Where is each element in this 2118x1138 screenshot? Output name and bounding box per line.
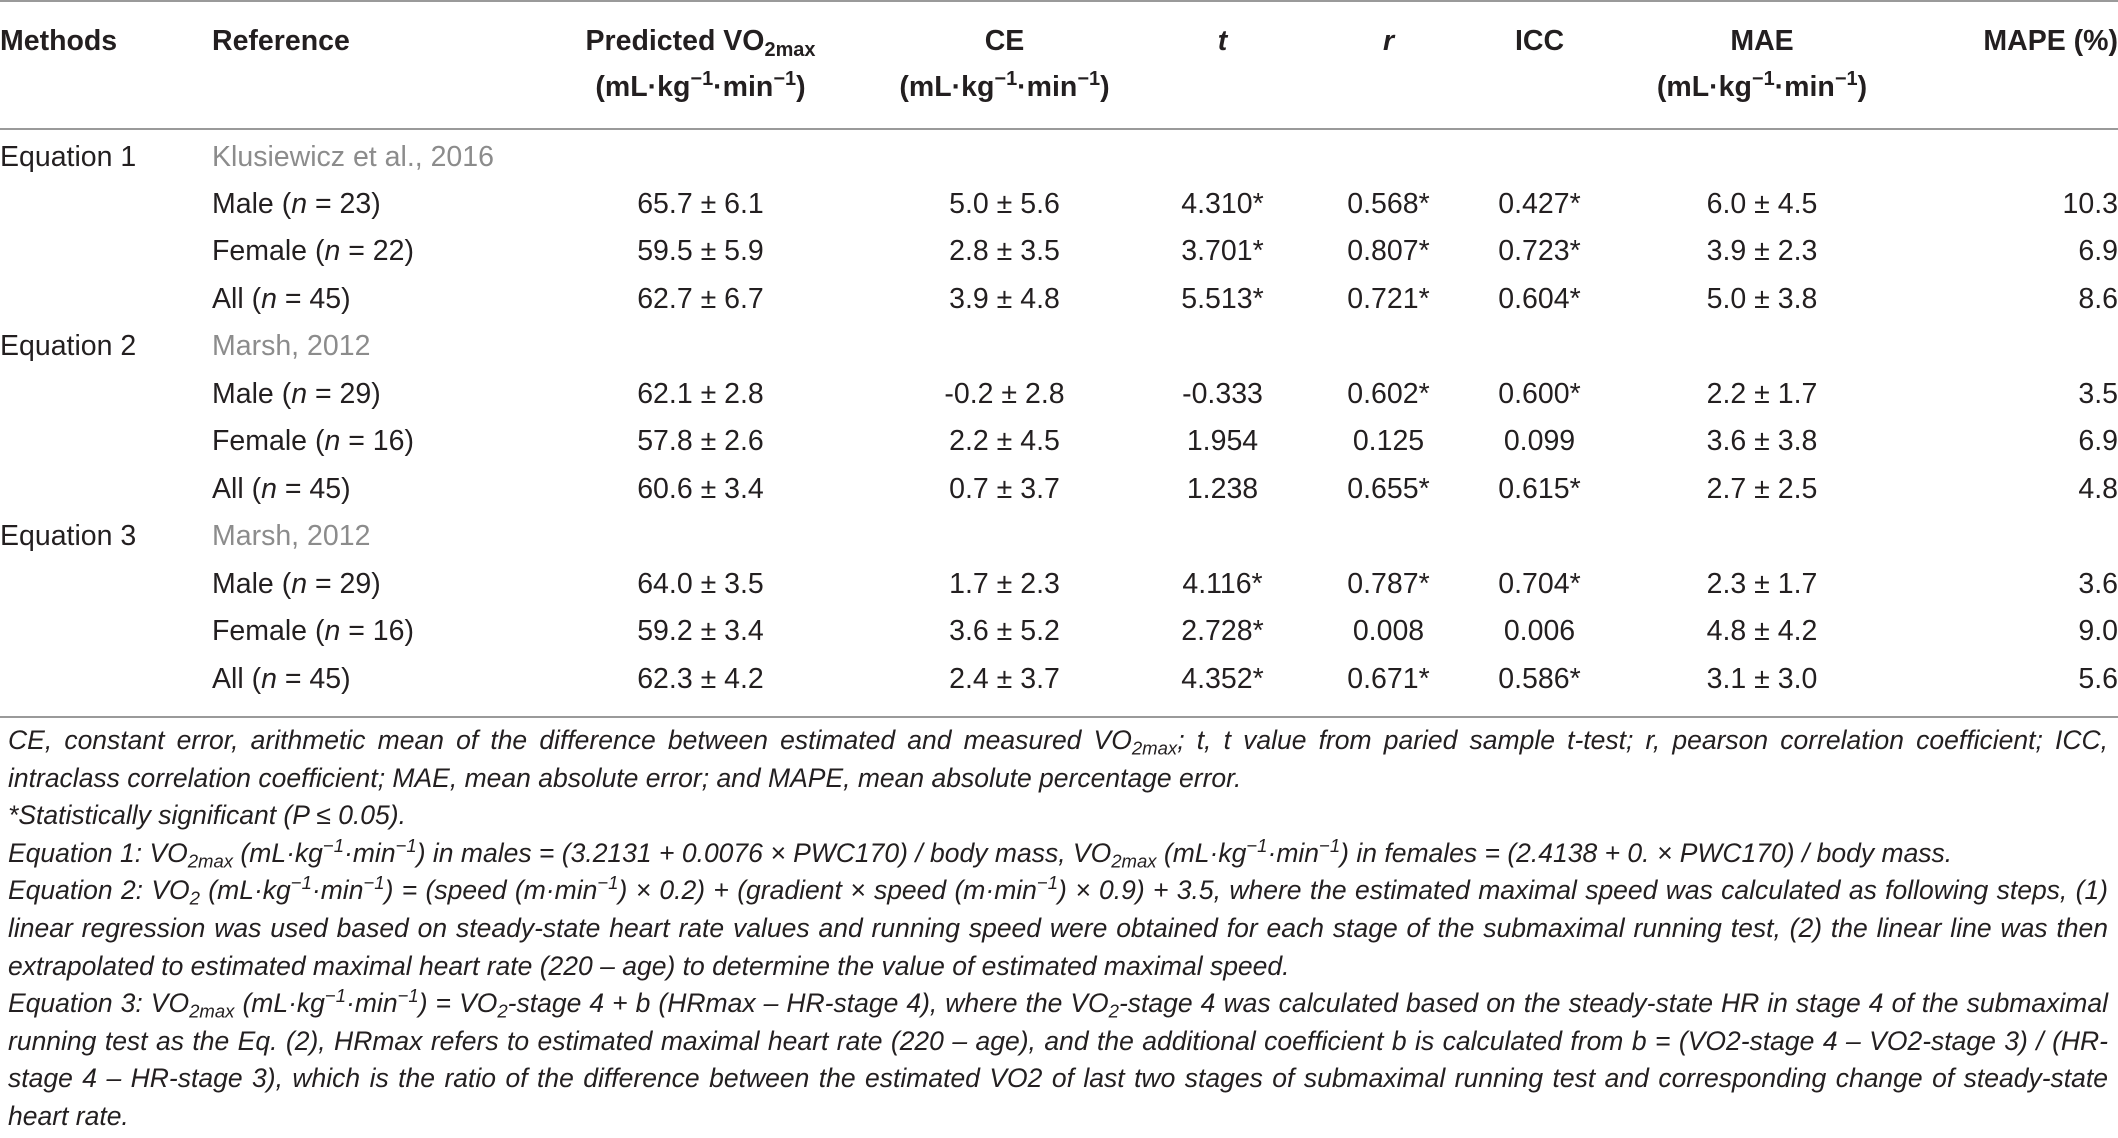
table-footnotes bbox=[8, 722, 2108, 1136]
ce-cell: 2.4 ± 3.7 bbox=[949, 662, 1060, 695]
t-cell: 4.310* bbox=[1181, 188, 1264, 221]
table-header bbox=[0, 0, 2118, 128]
subgroup-cell: All (n = 45) bbox=[212, 472, 351, 505]
icc-cell: 0.600* bbox=[1498, 378, 1581, 411]
predicted-cell: 64.0 ± 3.5 bbox=[637, 567, 764, 600]
icc-cell: 0.723* bbox=[1498, 235, 1581, 268]
ce-cell: 5.0 ± 5.6 bbox=[949, 188, 1060, 221]
ce-cell: 2.2 ± 4.5 bbox=[949, 425, 1060, 458]
predicted-cell: 59.2 ± 3.4 bbox=[637, 615, 764, 648]
subgroup-cell: Female (n = 16) bbox=[212, 425, 414, 458]
col-header-predicted: Predicted $VO_{2max}$ $(mL\cdot kg^{-1}\cdot\min^{-1})$ bbox=[585, 25, 816, 103]
reference-cell: Marsh, 2012 bbox=[212, 520, 371, 553]
table-row bbox=[0, 418, 2118, 465]
subgroup-cell: Male (n = 29) bbox=[212, 378, 381, 411]
mape-cell: 9.0 bbox=[2078, 615, 2118, 648]
footnote-equation-2: Equation 2: $VO_2$ $(mL\cdot kg^{-1}\cdot\min^{-1})$ = (speed $(m\cdot\min^{-1}) \times 0.2$) + (gradient × speed $(m\cdot\min^{-1}) \times 0.9) + 3.5$, where the estimated maximal speed was calculated as following steps, (1) linear regression was used based on steady-state heart rate values and running speed were obtained for each stage of the submaximal running test, (2) the linear line was then extrapolated to estimated maximal heart rate (220 – age) to determine the value of estimated maximal speed. bbox=[8, 872, 2109, 981]
r-cell: 0.125 bbox=[1352, 425, 1425, 458]
t-cell: 1.954 bbox=[1186, 425, 1259, 458]
mae-cell: 4.8 ± 4.2 bbox=[1706, 615, 1818, 648]
mae-cell: 3.6 ± 3.8 bbox=[1706, 425, 1818, 458]
t-cell: 4.116* bbox=[1182, 567, 1263, 600]
reference-cell: Marsh, 2012 bbox=[212, 330, 371, 363]
footnote-abbreviations: CE, constant error, arithmetic mean of the difference between estimated and measured $VO_{2max}$; t, t value from paried sample t-test; r, pearson correlation coefficient; ICC, intraclass correlation coefficient; MAE, mean absolute error; and MAPE, mean absolute percentage error. bbox=[8, 725, 2108, 793]
subgroup-cell: Female (n = 22) bbox=[212, 235, 414, 268]
mape-cell: 8.6 bbox=[2078, 282, 2118, 315]
predicted-cell: 62.7 ± 6.7 bbox=[637, 282, 764, 315]
t-cell: -0.333 bbox=[1182, 378, 1263, 411]
col-header-ce: CE $(mL\cdot kg^{-1}\cdot\min^{-1})$ bbox=[899, 25, 1110, 103]
method-cell: Equation 2 bbox=[0, 330, 137, 363]
predicted-cell: 65.7 ± 6.1 bbox=[637, 188, 764, 221]
icc-cell: 0.604* bbox=[1498, 282, 1581, 315]
footnote-equation-3: Equation 3: $VO_{2max}$ $(mL\cdot kg^{-1}\cdot\min^{-1})$ = $VO_2$-stage 4 + b (HRmax – HR-stage 4), where the $VO_2$-stage 4 was calculated based on the steady-state HR in stage 4 of the submaximal running test as the Eq. (2), HRmax refers to estimated maximal heart rate (220 – age), and the additional coefficient b is calculated from b = (VO2-stage 4 – VO2-stage 3) / (HR-stage 4 – HR-stage 3), which is the ratio of the difference between the estimated VO2 of last two stages of submaximal running test and corresponding change of steady-state heart rate. bbox=[8, 984, 2108, 1131]
icc-cell: 0.704* bbox=[1498, 567, 1581, 600]
footnote-equation-1: Equation 1: $VO_{2max}$ $(mL\cdot kg^{-1}\cdot\min^{-1})$ in males = (3.2131 + 0.0076 × PWC170) / body mass, $VO_{2max}$ $(mL\cdot kg^{-1}\cdot\min^{-1})$ in females = (2.4138 + 0. × PWC170) / body mass. bbox=[8, 834, 1953, 872]
mape-cell: 3.5 bbox=[2078, 378, 2118, 411]
predicted-cell: 62.3 ± 4.2 bbox=[637, 662, 764, 695]
ce-cell: 3.6 ± 5.2 bbox=[949, 615, 1060, 648]
r-cell: 0.602* bbox=[1347, 378, 1430, 411]
mape-cell: 10.3 bbox=[2062, 188, 2118, 221]
t-cell: 2.728* bbox=[1181, 615, 1264, 648]
subgroup-cell: All (n = 45) bbox=[212, 282, 351, 315]
predicted-cell: 62.1 ± 2.8 bbox=[637, 378, 764, 411]
r-cell: 0.671* bbox=[1347, 662, 1430, 695]
predicted-cell: 59.5 ± 5.9 bbox=[637, 235, 764, 268]
t-cell: 5.513* bbox=[1181, 282, 1264, 315]
footnote-significance: *Statistically significant (P ≤ 0.05). bbox=[8, 800, 406, 831]
table-body bbox=[0, 128, 2118, 703]
mae-cell: 3.9 ± 2.3 bbox=[1706, 235, 1818, 268]
method-cell: Equation 3 bbox=[0, 520, 137, 553]
table-row bbox=[0, 181, 2118, 228]
subgroup-cell: All (n = 45) bbox=[212, 662, 351, 695]
subgroup-cell: Male (n = 29) bbox=[212, 567, 381, 600]
group-row bbox=[0, 323, 2118, 371]
group-row bbox=[0, 128, 2118, 181]
subgroup-cell: Female (n = 16) bbox=[212, 615, 414, 648]
table-row bbox=[0, 655, 2118, 702]
mape-cell: 5.6 bbox=[2078, 662, 2118, 695]
mae-cell: 5.0 ± 3.8 bbox=[1706, 282, 1818, 315]
mape-cell: 3.6 bbox=[2078, 567, 2118, 600]
col-header-r: r bbox=[1382, 25, 1395, 57]
icc-cell: 0.586* bbox=[1498, 662, 1581, 695]
mape-cell: 6.9 bbox=[2078, 235, 2118, 268]
t-cell: 4.352* bbox=[1181, 662, 1264, 695]
ce-cell: 3.9 ± 4.8 bbox=[949, 282, 1060, 315]
group-row bbox=[0, 513, 2118, 561]
col-header-mae: MAE $(mL\cdot kg^{-1}\cdot\min^{-1})$ bbox=[1656, 25, 1868, 103]
r-cell: 0.787* bbox=[1347, 567, 1430, 600]
table-row bbox=[0, 608, 2118, 655]
predicted-cell: 57.8 ± 2.6 bbox=[637, 425, 764, 458]
icc-cell: 0.099 bbox=[1503, 425, 1576, 458]
r-cell: 0.655* bbox=[1347, 472, 1430, 505]
mape-cell: 6.9 bbox=[2078, 425, 2118, 458]
icc-cell: 0.427* bbox=[1498, 188, 1581, 221]
mae-cell: 2.2 ± 1.7 bbox=[1706, 378, 1818, 411]
mape-cell: 4.8 bbox=[2078, 472, 2118, 505]
t-cell: 1.238 bbox=[1186, 472, 1259, 505]
col-header-mape: MAPE (%) bbox=[1983, 25, 2118, 57]
r-cell: 0.721* bbox=[1347, 282, 1430, 315]
icc-cell: 0.615* bbox=[1498, 472, 1581, 505]
icc-cell: 0.006 bbox=[1503, 615, 1576, 648]
ce-cell: -0.2 ± 2.8 bbox=[944, 378, 1065, 411]
method-cell: Equation 1 bbox=[0, 140, 137, 173]
mae-cell: 6.0 ± 4.5 bbox=[1706, 188, 1818, 221]
table-row bbox=[0, 561, 2118, 608]
ce-cell: 1.7 ± 2.3 bbox=[949, 567, 1060, 600]
table-row bbox=[0, 371, 2118, 418]
col-header-icc: ICC bbox=[1514, 25, 1565, 57]
t-cell: 3.701* bbox=[1181, 235, 1264, 268]
mae-cell: 3.1 ± 3.0 bbox=[1706, 662, 1818, 695]
table-bottom-rule bbox=[0, 716, 2118, 718]
table-row bbox=[0, 276, 2118, 323]
r-cell: 0.568* bbox=[1347, 188, 1430, 221]
table-row bbox=[0, 228, 2118, 275]
ce-cell: 0.7 ± 3.7 bbox=[949, 472, 1060, 505]
reference-cell: Klusiewicz et al., 2016 bbox=[212, 140, 494, 173]
predicted-cell: 60.6 ± 3.4 bbox=[637, 472, 764, 505]
ce-cell: 2.8 ± 3.5 bbox=[949, 235, 1060, 268]
col-header-reference: Reference bbox=[212, 25, 350, 57]
subgroup-cell: Male (n = 23) bbox=[212, 188, 381, 221]
r-cell: 0.008 bbox=[1352, 615, 1425, 648]
r-cell: 0.807* bbox=[1347, 235, 1430, 268]
col-header-t: t bbox=[1217, 25, 1228, 57]
col-header-methods: Methods bbox=[0, 25, 118, 57]
mae-cell: 2.7 ± 2.5 bbox=[1706, 472, 1818, 505]
table-row bbox=[0, 465, 2118, 512]
mae-cell: 2.3 ± 1.7 bbox=[1706, 567, 1818, 600]
